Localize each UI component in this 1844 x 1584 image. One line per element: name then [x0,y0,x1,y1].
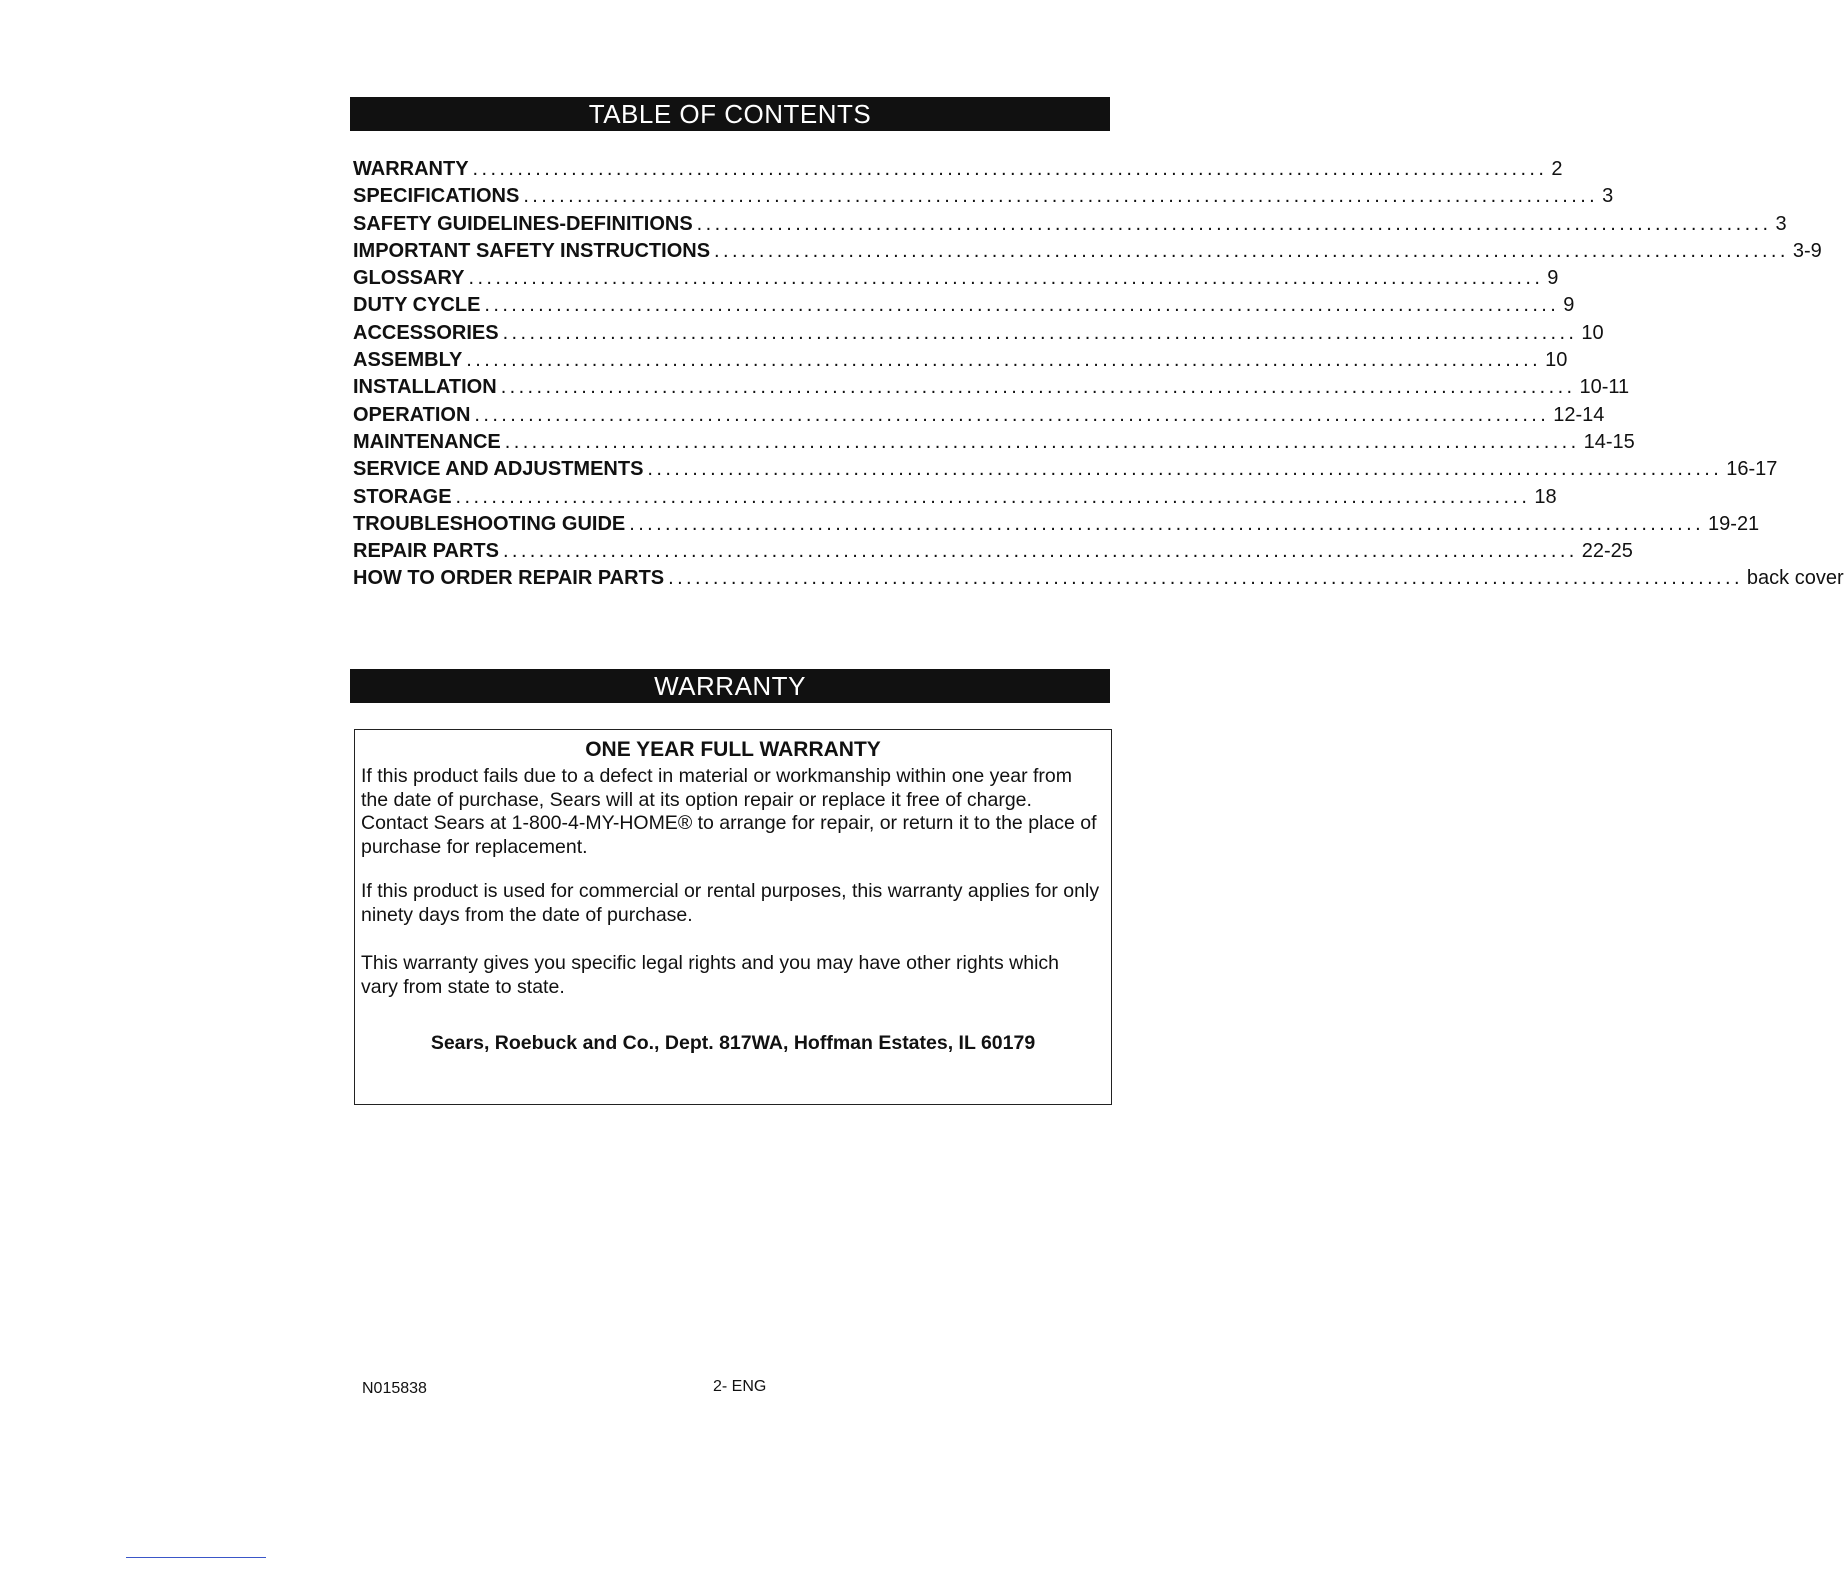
toc-entry-important-safety[interactable] [353,239,1822,267]
dot-leader: ........................................................................................................................ [500,376,1576,399]
toc-entry-troubleshooting[interactable] [353,512,1760,540]
toc-entry-page: 14-15 [1583,430,1635,453]
dot-leader: ........................................................................................................................ [714,239,1789,262]
warranty-paragraph: If this product fails due to a defect in material or workmanship within one year from the date of purchase, Sears will at its option repair or replace it free of charge. Contact Sears at 1-800-4-MY-HOME® to arrange for repair, or return it to the place of purchase for replacement. [361,765,1097,858]
toc-entry-assembly[interactable] [353,349,1568,376]
toc-entry-page: 12-14 [1553,403,1605,426]
toc-entry-glossary[interactable] [353,267,1559,294]
toc-entry-title: HOW TO ORDER REPAIR PARTS [353,567,665,590]
toc-entry-page: 3 [1775,212,1787,235]
dot-leader: ........................................................................................................................ [484,294,1560,317]
warranty-paragraph: If this product is used for commercial or rental purposes, this warranty applies for only ninety days from the date of purchase. [361,880,1100,926]
dot-leader: ........................................................................................................................ [502,321,1578,344]
toc-entry-safety-guidelines[interactable] [353,212,1787,240]
dot-leader: ........................................................................................................................ [504,430,1580,453]
toc-entry-title: OPERATION [353,403,471,426]
warranty-address: Sears, Roebuck and Co., Dept. 817WA, Hoffman Estates, IL 60179 [430,1032,1036,1054]
toc-entry-warranty[interactable] [353,158,1563,185]
toc-entry-service[interactable] [353,458,1778,485]
toc-entry-page: 3 [1602,185,1614,208]
toc-entry-page: 16-17 [1726,458,1778,481]
toc-entry-title: TROUBLESHOOTING GUIDE [353,512,626,535]
toc-entry-title: MAINTENANCE [353,430,501,453]
document-code: N015838 [362,1380,427,1397]
dot-leader: ........................................................................................................................ [647,458,1723,481]
toc-entry-title: DUTY CYCLE [353,294,481,317]
dot-leader: ........................................................................................................................ [502,540,1578,563]
toc-entry-repair-parts[interactable] [353,540,1633,567]
toc-entry-page: 10-11 [1579,376,1630,399]
table-of-contents [353,158,1844,595]
toc-entry-title: WARRANTY [353,158,469,180]
dot-leader: ........................................................................................................................ [668,567,1743,590]
toc-entry-page: 2 [1551,158,1563,180]
dot-leader: ........................................................................................................................ [696,212,1772,235]
page-number: 2- ENG [713,1378,767,1395]
scan-edge-line [126,1557,266,1558]
toc-entry-specifications[interactable] [353,185,1614,212]
toc-entry-page: 3-9 [1792,239,1822,262]
warranty-heading: WARRANTY [350,669,1110,703]
dot-leader: ........................................................................................................................ [468,267,1544,290]
toc-entry-page: 19-21 [1708,512,1760,535]
toc-entry-title: INSTALLATION [353,376,497,399]
toc-entry-title: ACCESSORIES [353,321,499,344]
toc-entry-how-to-order[interactable] [353,567,1844,594]
toc-entry-page: 10 [1545,349,1568,372]
toc-entry-page: 22-25 [1581,540,1633,563]
toc-entry-page: 18 [1534,485,1557,508]
toc-entry-duty-cycle[interactable] [353,294,1575,321]
toc-entry-title: ASSEMBLY [353,349,463,372]
toc-heading: TABLE OF CONTENTS [350,97,1110,131]
toc-entry-page: back cover [1746,567,1844,590]
toc-entry-title: SAFETY GUIDELINES-DEFINITIONS [353,212,693,235]
dot-leader: ........................................................................................................................ [466,349,1542,372]
warranty-box [354,729,1112,1105]
warranty-paragraph: This warranty gives you specific legal rights and you may have other rights which vary from state to state. [361,952,1059,998]
dot-leader: ........................................................................................................................ [472,158,1548,180]
toc-entry-page: 9 [1547,267,1559,290]
toc-entry-title: REPAIR PARTS [353,540,499,563]
dot-leader: ........................................................................................................................ [629,512,1705,535]
toc-entry-page: 10 [1581,321,1604,344]
toc-entry-title: GLOSSARY [353,267,465,290]
toc-entry-title: SERVICE AND ADJUSTMENTS [353,458,644,481]
toc-entry-maintenance[interactable] [353,430,1635,458]
toc-entry-accessories[interactable] [353,321,1604,349]
dot-leader: ........................................................................................................................ [474,403,1550,426]
dot-leader: ........................................................................................................................ [523,185,1599,208]
toc-entry-title: IMPORTANT SAFETY INSTRUCTIONS [353,239,711,262]
toc-entry-installation[interactable] [353,376,1630,403]
toc-entry-operation[interactable] [353,403,1605,431]
toc-entry-title: STORAGE [353,485,452,508]
toc-entry-page: 9 [1563,294,1575,317]
warranty-title: ONE YEAR FULL WARRANTY [585,738,881,761]
dot-leader: ........................................................................................................................ [455,485,1531,508]
toc-entry-storage[interactable] [353,485,1557,513]
toc-entry-title: SPECIFICATIONS [353,185,520,208]
